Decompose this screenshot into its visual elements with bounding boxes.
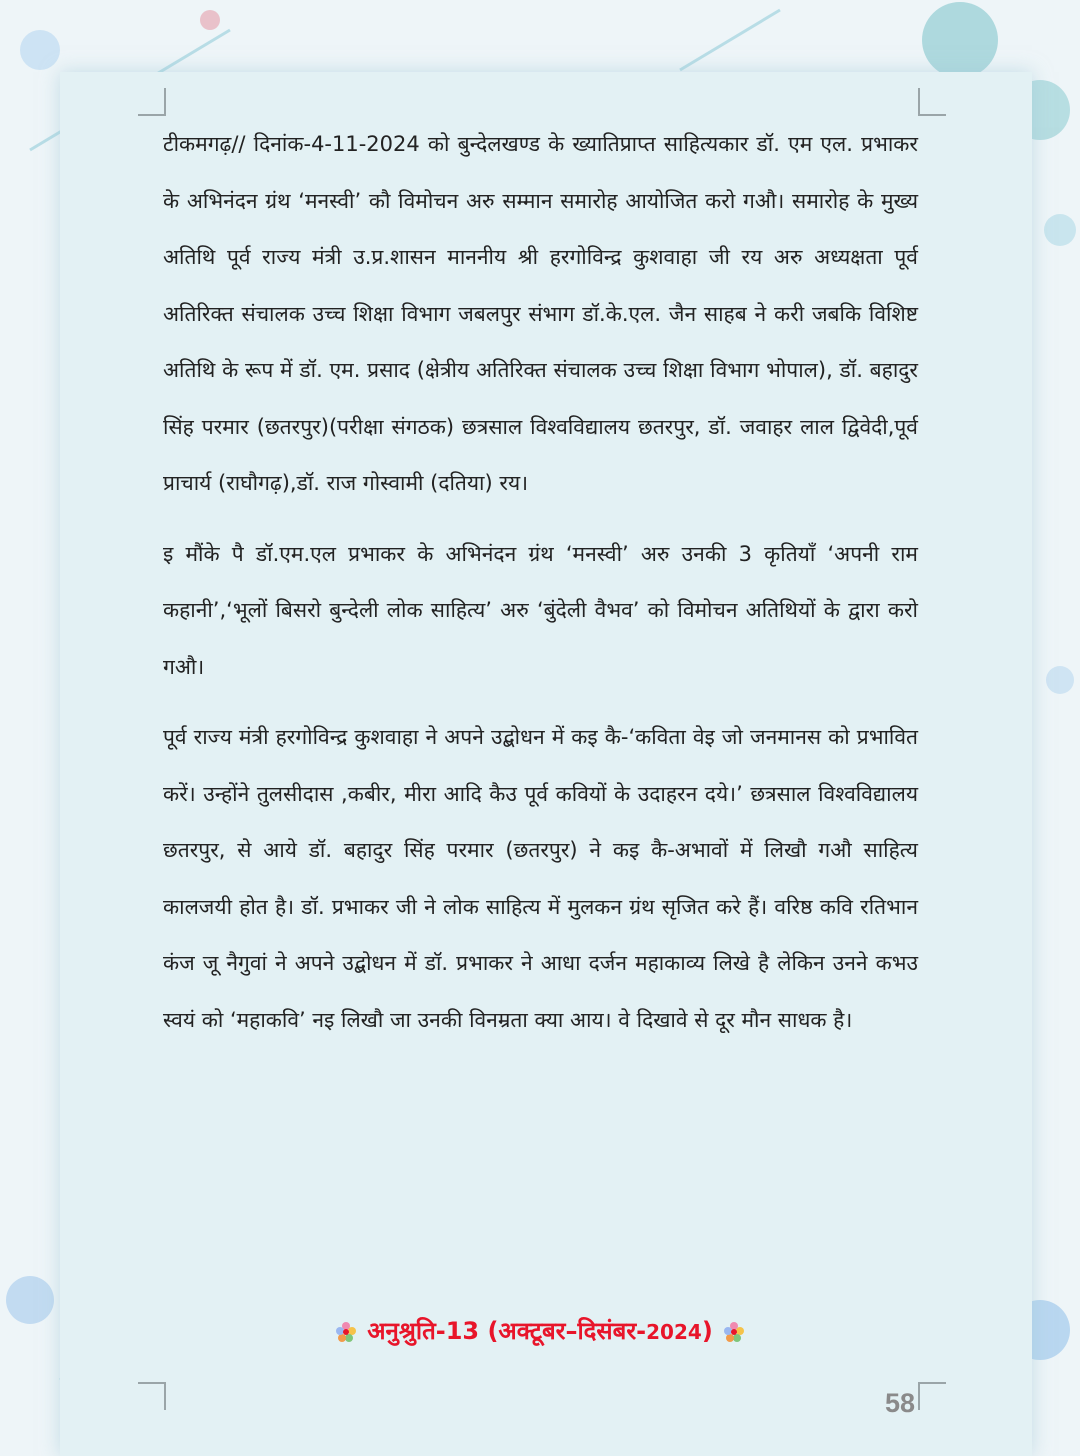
corner-mark-top-left — [138, 88, 166, 116]
article-paragraph: टीकमगढ़// दिनांक-4-11-2024 को बुन्देलखण्ड के ख्यातिप्राप्त साहित्यकार डॉ. एम एल. प्रभाकर के अभिनंदन ग्रंथ ‘मनस्वी’ कौ विमोचन अरु सम्मान समारोह आयोजित करो गऔ। समारोह के मुख्य अतिथि पूर्व राज्य मंत्री उ.प्र.शासन माननीय श्री हरगोविन्द्र कुशवाहा जी रय अरु अध्यक्षता पूर्व अतिरिक्त संचालक उच्च शिक्षा विभाग जबलपुर संभाग डॉ.के.एल. जैन साहब ने करी जबकि विशिष्ट अतिथि के रूप में डॉ. एम. प्रसाद (क्षेत्रीय अतिरिक्त संचालक उच्च शिक्षा विभाग भोपाल), डॉ. बहादुर सिंह परमार (छतरपुर)(परीक्षा संगठक) छत्रसाल विश्वविद्यालय छतरपुर, डॉ. जवाहर लाल द्विवेदी,पूर्व प्राचार्य (राघौगढ़),डॉ. राज गोस्वामी (दतिया) रय। — [163, 132, 918, 495]
article-paragraph: इ मौंके पै डॉ.एम.एल प्रभाकर के अभिनंदन ग्रंथ ‘मनस्वी’ अरु उनकी 3 कृतियाँ ‘अपनी राम कहानी’,‘भूलों बिसरो बुन्देली लोक साहित्य’ अरु ‘बुंदेली वैभव’ को विमोचन अतिथियों के द्वारा करो गऔ। — [163, 541, 918, 679]
magazine-footer — [0, 1314, 1080, 1347]
flower-icon — [335, 1321, 357, 1343]
corner-mark-bottom-left — [138, 1382, 166, 1410]
article-body — [163, 116, 918, 1048]
flower-icon — [723, 1321, 745, 1343]
magazine-year: 2024 — [646, 1320, 702, 1344]
magazine-title: अनुश्रुति-13 (अक्टूबर–दिसंबर- — [367, 1317, 647, 1345]
article-paragraph: पूर्व राज्य मंत्री हरगोविन्द्र कुशवाहा ने अपने उद्बोधन में कइ कै-‘कविता वेइ जो जनमानस को प्रभावित करें। उन्होंने तुलसीदास ,कबीर, मीरा आदि कैउ पूर्व कवियों के उदाहरन दये।’ छत्रसाल विश्वविद्यालय छतरपुर, से आये डॉ. बहादुर सिंह परमार (छतरपुर) ने कइ कै-अभावों में लिखौ गऔ साहित्य कालजयी होत है। डॉ. प्रभाकर जी ने लोक साहित्य में मुलकन ग्रंथ सृजित करे हैं। वरिष्ठ कवि रतिभान कंज जू नैगुवां ने अपने उद्बोधन में डॉ. प्रभाकर ने आधा दर्जन महाकाव्य लिखे है लेकिन उनने कभउ स्वयं को ‘महाकवि’ नइ लिखौ जा उनकी विनम्रता क्या आय। वे दिखावे से दूर मौन साधक है। — [163, 725, 918, 1032]
corner-mark-bottom-right — [918, 1382, 946, 1410]
page-number: 58 — [884, 1388, 916, 1418]
corner-mark-top-right — [918, 88, 946, 116]
magazine-close: ) — [701, 1317, 713, 1345]
